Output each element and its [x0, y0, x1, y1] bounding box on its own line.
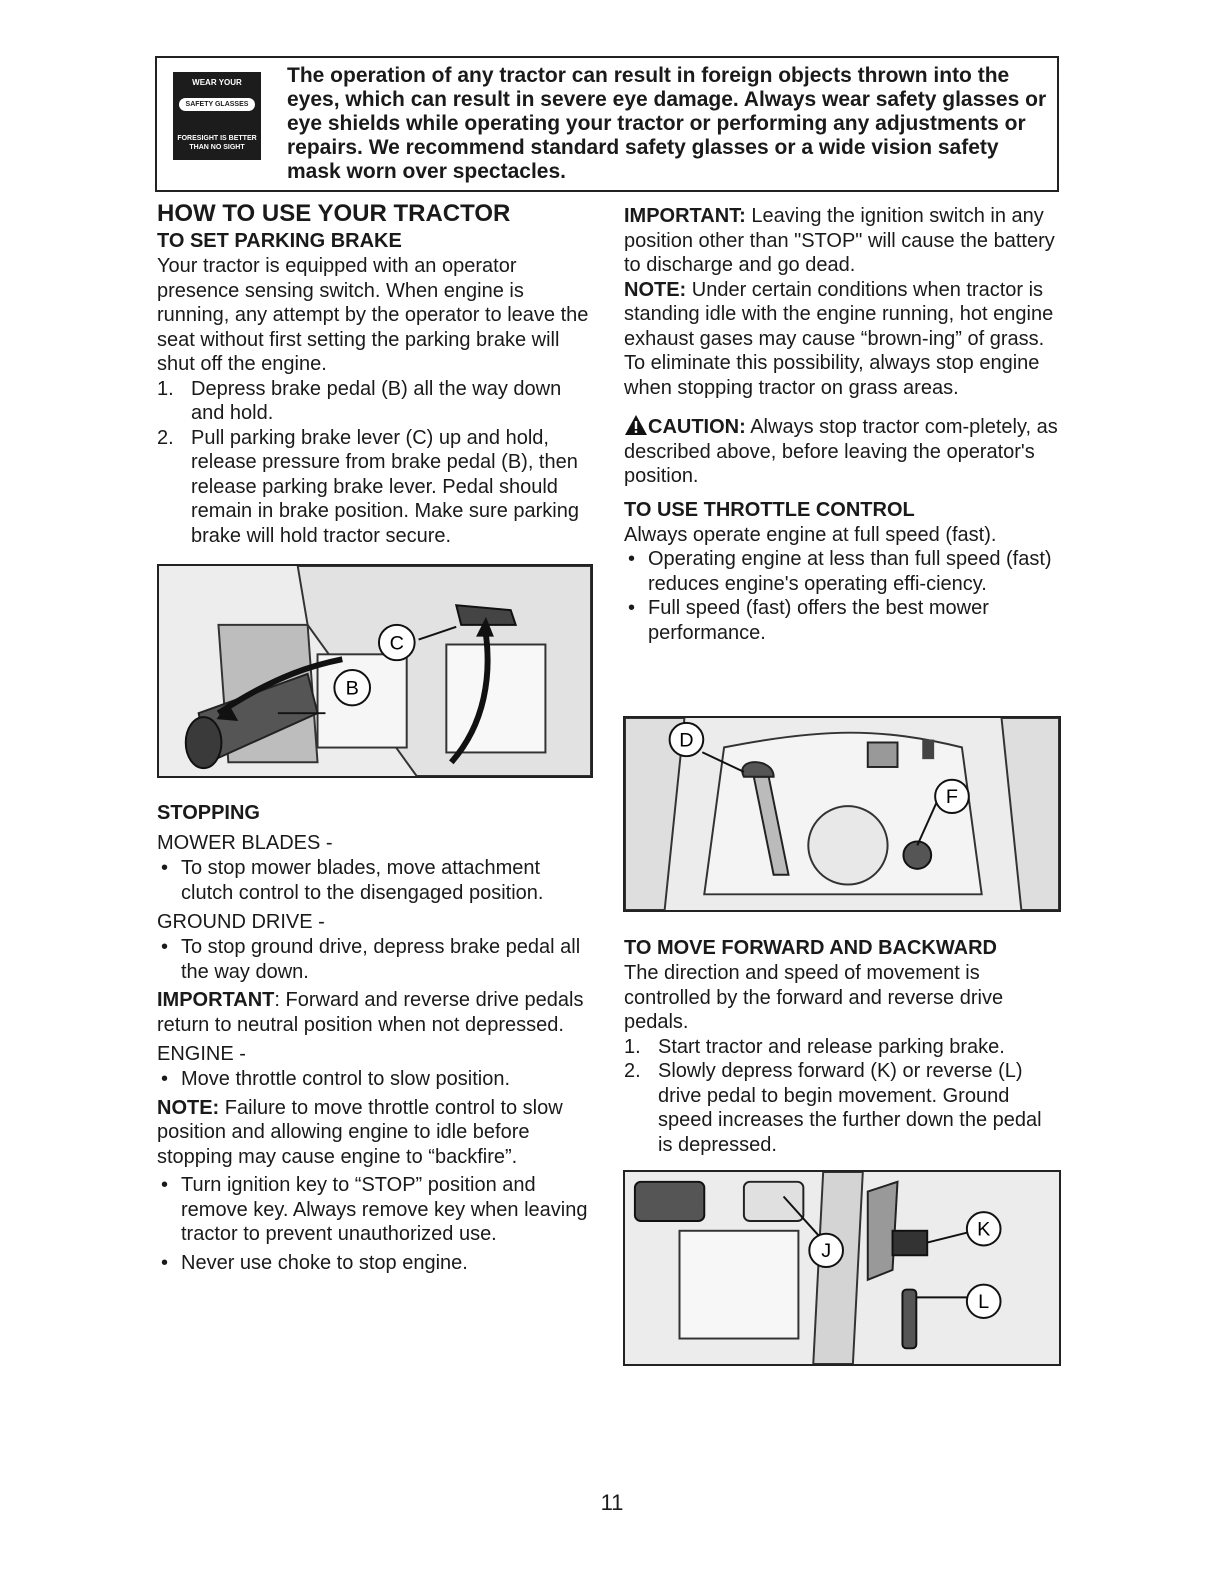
important-note: IMPORTANT: Forward and reverse drive pedals return to neutral position when not depressed. — [157, 989, 584, 1036]
mower-blades-list — [157, 856, 591, 905]
list-item: • Full speed (fast) offers the best mower performance. — [624, 596, 1059, 645]
callout-d-label: D — [679, 729, 694, 752]
parking-brake-steps — [157, 377, 591, 549]
list-item: 1. Start tractor and release parking brake. — [624, 1035, 1005, 1058]
safety-glasses-icon — [173, 72, 261, 160]
caution-note: CAUTION: Always stop tractor com-pletely, as described above, before leaving the operator's position. — [624, 416, 1058, 487]
list-item: • Never use choke to stop engine. — [157, 1251, 591, 1276]
forward-backward-steps — [624, 1035, 1059, 1158]
left-column — [157, 200, 591, 548]
list-item: • Turn ignition key to “STOP” position and remove key. Always remove key when leaving tractor to prevent unauthorized use. — [157, 1173, 591, 1247]
list-item: • Operating engine at less than full speed (fast) reduces engine's operating effi-ciency. — [624, 547, 1059, 596]
engine-list — [157, 1067, 591, 1092]
throttle-title: TO USE THROTTLE CONTROL — [624, 498, 915, 521]
list-item: • To stop mower blades, move attachment clutch control to the disengaged position. — [157, 856, 591, 905]
warning-text: The operation of any tractor can result in foreign objects thrown into the eyes, which can result in severe eye damage. Always wear safety glasses or eye shields while operating your tractor or performing any adjustments or repairs. We recommend standard safety glasses or a wide vision safety mask worn over spectacles. — [287, 64, 1047, 183]
key-list — [157, 1173, 591, 1275]
callout-l-label: L — [978, 1291, 990, 1314]
icon-text-middle: SAFETY GLASSES — [179, 98, 255, 111]
forward-backward-section — [624, 935, 1059, 1157]
caution-triangle-icon — [624, 414, 648, 436]
ignition-important: IMPORTANT: Leaving the ignition switch in any position other than "STOP" will cause the battery to discharge and go dead. — [624, 205, 1055, 276]
section-heading: HOW TO USE YOUR TRACTOR — [157, 200, 511, 227]
list-item: 2. Slowly depress forward (K) or reverse (L) drive pedal to begin movement. Ground speed increases the further down the pedal is depressed. — [624, 1060, 1042, 1156]
mower-blades-label: MOWER BLADES - — [157, 832, 333, 854]
parking-brake-title: TO SET PARKING BRAKE — [157, 230, 402, 252]
parking-brake-intro: Your tractor is equipped with an operator presence sensing switch. When engine is running, any attempt by the operator to leave the seat without first setting the parking brake will shut off the engine. — [157, 255, 589, 375]
callout-j-label: J — [821, 1240, 832, 1263]
backfire-note: NOTE: Failure to move throttle control to slow position and allowing engine to idle before stopping may cause engine to “backfire”. — [157, 1096, 563, 1168]
ground-drive-label: GROUND DRIVE - — [157, 911, 325, 933]
throttle-figure — [623, 716, 1061, 912]
callout-b-label: B — [345, 677, 359, 700]
list-item: • Move throttle control to slow position. — [157, 1067, 591, 1092]
stopping-section — [157, 800, 591, 1275]
engine-label: ENGINE - — [157, 1043, 246, 1065]
callout-f-label: F — [945, 786, 959, 809]
safety-warning-box — [155, 56, 1059, 192]
parking-brake-figure — [157, 564, 593, 778]
callout-c-label: C — [389, 632, 404, 655]
list-item: 2. Pull parking brake lever (C) up and hold, release pressure from brake pedal (B), then release parking brake lever. Pedal should remain in brake position. Make sure parking brake will hold tractor secure. — [157, 426, 579, 547]
list-item: • To stop ground drive, depress brake pedal all the way down. — [157, 935, 591, 984]
throttle-intro: Always operate engine at full speed (fast). — [624, 523, 997, 546]
throttle-list — [624, 547, 1059, 645]
icon-text-top: WEAR YOUR — [192, 78, 242, 87]
callout-k-label: K — [977, 1218, 991, 1241]
stopping-title: STOPPING — [157, 802, 260, 824]
forward-backward-intro: The direction and speed of movement is controlled by the forward and reverse drive pedals. — [624, 962, 1004, 1033]
forward-backward-title: TO MOVE FORWARD AND BACKWARD — [624, 937, 997, 959]
icon-text-bottom: FORESIGHT IS BETTER THAN NO SIGHT — [177, 135, 257, 151]
list-item: 1. Depress brake pedal (B) all the way down and hold. — [157, 377, 562, 424]
pedals-figure — [623, 1170, 1061, 1366]
right-column — [624, 204, 1059, 645]
page-number: 11 — [600, 1490, 624, 1515]
browning-note: NOTE: Under certain conditions when tractor is standing idle with the engine running, hot engine exhaust gases may cause “brown-ing” of grass. To eliminate this possibility, always stop engine when stopping tractor on grass areas. — [624, 278, 1054, 399]
ground-drive-list — [157, 935, 591, 984]
